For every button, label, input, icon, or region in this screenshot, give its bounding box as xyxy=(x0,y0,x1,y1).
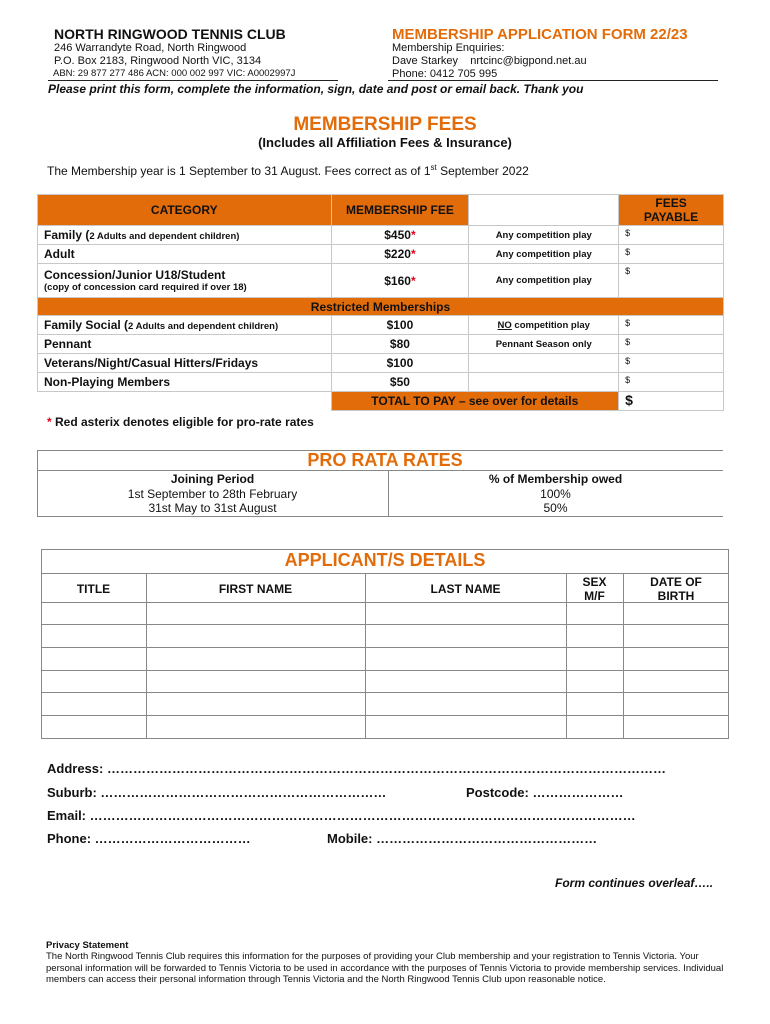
fee-row-concession xyxy=(38,264,724,298)
fee-row-pennant xyxy=(38,335,724,354)
fee-category: Veterans/Night/Casual Hitters/Fridays xyxy=(38,354,332,373)
fee-payable-input[interactable]: $ xyxy=(619,316,724,335)
enquiries-contact: Dave Starkey nrtcinc@bigpond.net.au xyxy=(392,55,587,67)
instruction-text: Please print this form, complete the information, sign, date and post or email back. Thank you xyxy=(48,82,584,96)
applicants-row-line xyxy=(41,602,729,603)
fee-payable-input[interactable]: $ xyxy=(619,245,724,264)
fees-title: MEMBERSHIP FEES xyxy=(293,114,477,135)
fees-subtitle: (Includes all Affiliation Fees & Insurance) xyxy=(258,135,512,150)
fee-amount: $160* xyxy=(331,264,469,298)
fee-payable-input[interactable]: $ xyxy=(619,264,724,298)
applicants-row-line xyxy=(41,670,729,671)
applicants-col-first-name: FIRST NAME xyxy=(218,582,293,596)
club-name: NORTH RINGWOOD TENNIS CLUB xyxy=(54,26,286,42)
fee-payable-input[interactable]: $ xyxy=(619,226,724,245)
mobile-field[interactable]: Mobile: …………………………………………… xyxy=(327,831,598,846)
postcode-field[interactable]: Postcode: ………………… xyxy=(466,785,624,800)
applicants-row-line xyxy=(41,715,729,716)
fee-row-adult xyxy=(38,245,724,264)
total-payable-input[interactable]: $ xyxy=(619,392,724,411)
fee-note xyxy=(469,354,619,373)
applicants-row-line xyxy=(41,624,729,625)
enquiries-label: Membership Enquiries: xyxy=(392,42,505,54)
restricted-label: Restricted Memberships xyxy=(38,298,724,316)
col-category: CATEGORY xyxy=(38,195,332,226)
applicants-col-title: TITLE xyxy=(76,582,111,596)
fees-table xyxy=(37,194,724,411)
address-field[interactable]: Address: ………………………………………………………………………………………………………………… xyxy=(47,761,666,776)
fee-note xyxy=(469,373,619,392)
fee-amount: $100 xyxy=(331,316,469,335)
fee-row-non-playing xyxy=(38,373,724,392)
fee-note: NO competition play xyxy=(469,316,619,335)
fee-row-veterans xyxy=(38,354,724,373)
fee-category: Pennant xyxy=(38,335,332,354)
prorata-title: PRO RATA RATES xyxy=(307,450,463,470)
privacy-statement: The North Ringwood Tennis Club requires this information for the purposes of providing your Club membership and your registration to Tennis Victoria. Your personal information will be forwarded to Tennis Victoria to be used in accordance with the purposes of Tennis Victoria to provide membership services. Individual members can access their personal information through Tennis Victoria and the North Ringwood Tennis Club upon reasonable notice. xyxy=(46,951,724,985)
fee-note: Any competition play xyxy=(469,226,619,245)
fee-category: Adult xyxy=(38,245,332,264)
fee-amount: $100 xyxy=(331,354,469,373)
fee-note: Any competition play xyxy=(469,245,619,264)
fee-row-family xyxy=(38,226,724,245)
applicants-table xyxy=(41,549,729,739)
fee-payable-input[interactable]: $ xyxy=(619,354,724,373)
restricted-header xyxy=(38,298,724,316)
col-note-blank xyxy=(469,195,619,226)
fee-category: Family (2 Adults and dependent children) xyxy=(38,226,332,245)
fee-amount: $450* xyxy=(331,226,469,245)
fee-amount: $80 xyxy=(331,335,469,354)
form-continues-note: Form continues overleaf….. xyxy=(555,876,714,890)
fee-note: Any competition play xyxy=(469,264,619,298)
suburb-field[interactable]: Suburb: ………………………………………………………… xyxy=(47,785,387,800)
fees-table-header xyxy=(38,195,724,226)
header-divider-right xyxy=(388,80,718,81)
applicants-row-line xyxy=(41,647,729,648)
email-field[interactable]: Email: ……………………………………………………………………………………………………………… xyxy=(47,808,636,823)
applicants-rule xyxy=(41,573,729,574)
applicants-title: APPLICANT/S DETAILS xyxy=(284,550,486,570)
prorata-rule xyxy=(37,516,723,517)
prorata-period: 1st September to 28th February xyxy=(127,487,298,501)
prorata-percent: 100% xyxy=(540,487,571,501)
fee-row-total xyxy=(38,392,724,411)
enquiries-phone: Phone: 0412 705 995 xyxy=(392,68,498,80)
applicants-col-dob: DATE OF BIRTH xyxy=(650,575,702,603)
col-fees-payable: FEES PAYABLE xyxy=(619,195,724,226)
fee-amount: $220* xyxy=(331,245,469,264)
header-divider-left xyxy=(48,80,338,81)
fee-category: Concession/Junior U18/Student (copy of concession card required if over 18) xyxy=(38,264,332,298)
applicants-row-line xyxy=(41,692,729,693)
fee-amount: $50 xyxy=(331,373,469,392)
prorata-col-period: Joining Period xyxy=(170,472,255,486)
privacy-heading: Privacy Statement xyxy=(46,940,129,951)
fee-category: Family Social (2 Adults and dependent children) xyxy=(38,316,332,335)
fee-note: Pennant Season only xyxy=(469,335,619,354)
fee-category: Non-Playing Members xyxy=(38,373,332,392)
phone-field[interactable]: Phone: ……………………………… xyxy=(47,831,251,846)
prorata-period: 31st May to 31st August xyxy=(148,501,277,515)
fee-payable-input[interactable]: $ xyxy=(619,335,724,354)
total-label: TOTAL TO PAY – see over for details xyxy=(331,392,619,411)
club-address-line2: P.O. Box 2183, Ringwood North VIC, 3134 xyxy=(54,55,262,67)
fee-row-family-social xyxy=(38,316,724,335)
form-title: MEMBERSHIP APPLICATION FORM 22/23 xyxy=(392,26,688,43)
prorata-percent: 50% xyxy=(543,501,568,515)
total-blank xyxy=(38,392,332,411)
fee-payable-input[interactable]: $ xyxy=(619,373,724,392)
prorata-col-percent: % of Membership owed xyxy=(488,472,623,486)
club-address-line1: 246 Warrandyte Road, North Ringwood xyxy=(54,42,247,54)
applicants-col-sex: SEX M/F xyxy=(582,575,607,603)
applicants-col-last-name: LAST NAME xyxy=(430,582,501,596)
col-membership-fee: MEMBERSHIP FEE xyxy=(331,195,469,226)
membership-year-text: The Membership year is 1 September to 31 August. Fees correct as of 1st September 2022 xyxy=(47,163,529,178)
club-abn: ABN: 29 877 277 486 ACN: 000 002 997 VIC: A0002997J xyxy=(53,68,296,79)
asterisk-note: * Red asterix denotes eligible for pro-rate rates xyxy=(47,415,314,429)
